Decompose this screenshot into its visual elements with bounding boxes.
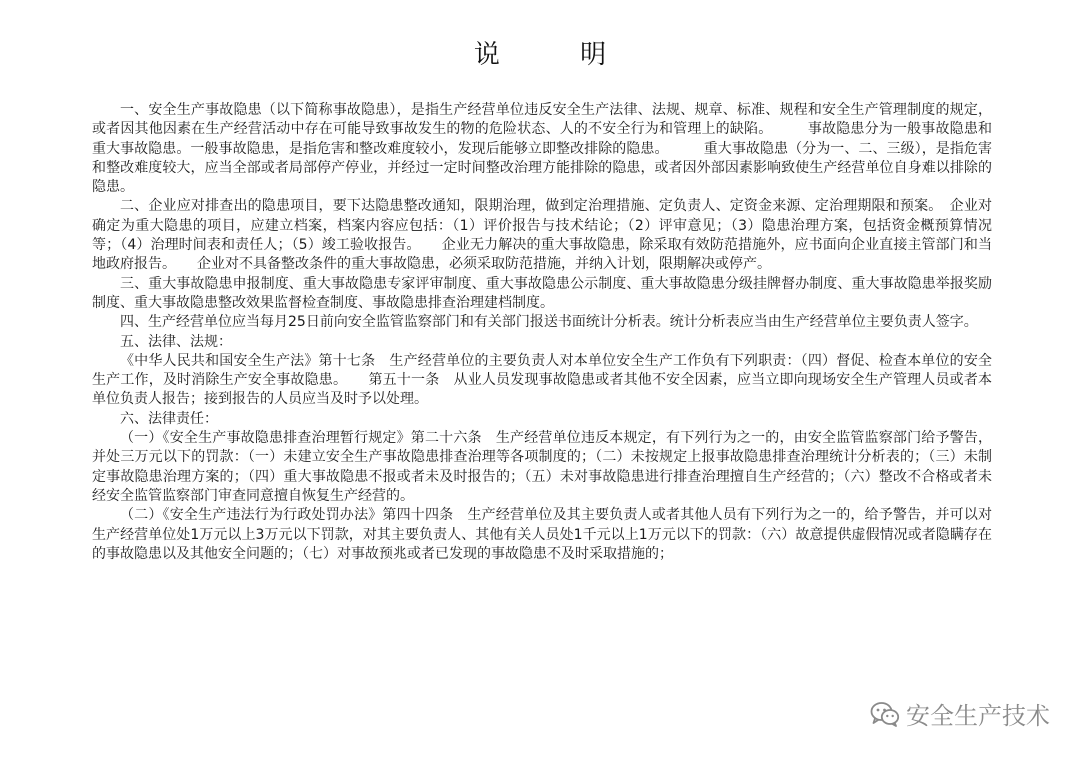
- paragraph-monthly-report: 四、生产经营单位应当每月25日前向安全监管监察部门和有关部门报送书面统计分析表。统计分析表应当由生产经营单位主要负责人签字。: [120, 314, 978, 331]
- paragraph-rectification: 二、企业应对排查出的隐患项目，要下达隐患整改通知，限期治理，做到定治理措施、定负责人、定资金来源、定治理期限和预案。 企业对确定为重大隐患的项目，应建立档案，档案内容应包括：（1）评价报告与技术结论；（2）评审意见；（3）隐患治理方案，包括资金概预算情况等；（4）治理时间表和责任人；（5）竣工验收报告。 企业无力解决的重大事故隐患，除采取有效防范措施外，应书面向企业直接主管部门和当地政府报告。 企业对不具备整改条件的重大事故隐患，必须采取防范措施，并纳入计划，限期解决或停产。: [92, 198, 992, 273]
- paragraph-systems: 三、重大事故隐患申报制度、重大事故隐患专家评审制度、重大事故隐患公示制度、重大事故隐患分级挂牌督办制度、重大事故隐患举报奖励制度、重大事故隐患整改效果监督检查制度、事故隐患排查治理建档制度。: [92, 275, 992, 311]
- watermark-text: 安全生产技术: [906, 702, 1050, 730]
- paragraph-liability-2: （二）《安全生产违法行为行政处罚办法》第四十四条 生产经营单位及其主要负责人或者其他人员有下列行为之一的，给予警告，并可以对生产经营单位处1万元以上3万元以下罚款，对其主要负责人、其他有关人员处1千元以上1万元以下的罚款：（六）故意提供虚假情况或者隐瞒存在的事故隐患以及其他安全问题的；（七）对事故预兆或者已发现的事故隐患不及时采取措施的；: [92, 507, 992, 562]
- document-body: [92, 101, 992, 564]
- watermark: [870, 696, 1050, 731]
- page-title: 说 明: [473, 40, 643, 70]
- paragraph-laws-heading: 五、法律、法规：: [120, 333, 232, 350]
- paragraph-liability-1: （一）《安全生产事故隐患排查治理暂行规定》第二十六条 生产经营单位违反本规定，有下列行为之一的，由安全监管监察部门给予警告，并处三万元以下的罚款：（一）未建立安全生产事故隐患排查治理等各项制度的；（二）未按规定上报事故隐患排查治理统计分析表的；（三）未制定事故隐患治理方案的；（四）重大事故隐患不报或者未及时报告的；（五）未对事故隐患进行排查治理擅自生产经营的；（六）整改不合格或者未经安全监管监察部门审查同意擅自恢复生产经营的。: [92, 430, 992, 504]
- paragraph-liability-heading: 六、法律责任：: [120, 410, 218, 427]
- paragraph-hazard-definition: 一、安全生产事故隐患（以下简称事故隐患），是指生产经营单位违反安全生产法律、法规、规章、标准、规程和安全生产管理制度的规定，或者因其他因素在生产经营活动中存在可能导致事故发生的物的危险状态、人的不安全行为和管理上的缺陷。 事故隐患分为一般事故隐患和重大事故隐患。一般事故隐患，是指危害和整改难度较小，发现后能够立即整改排除的隐患。 重大事故隐患（分为一、二、三级），是指危害和整改难度较大，应当全部或者局部停产停业，并经过一定时间整改治理方能排除的隐患，或者因外部因素影响致使生产经营单位自身难以排除的隐患。: [92, 102, 992, 196]
- wechat-icon: [870, 701, 900, 727]
- paragraph-safety-law: 《中华人民共和国安全生产法》第十七条 生产经营单位的主要负责人对本单位安全生产工作负有下列职责：（四）督促、检查本单位的安全生产工作，及时消除生产安全事故隐患。 第五十一条 从业人员发现事故隐患或者其他不安全因素，应当立即向现场安全生产管理人员或者本单位负责人报告；接到报告的人员应当及时予以处理。: [92, 352, 992, 408]
